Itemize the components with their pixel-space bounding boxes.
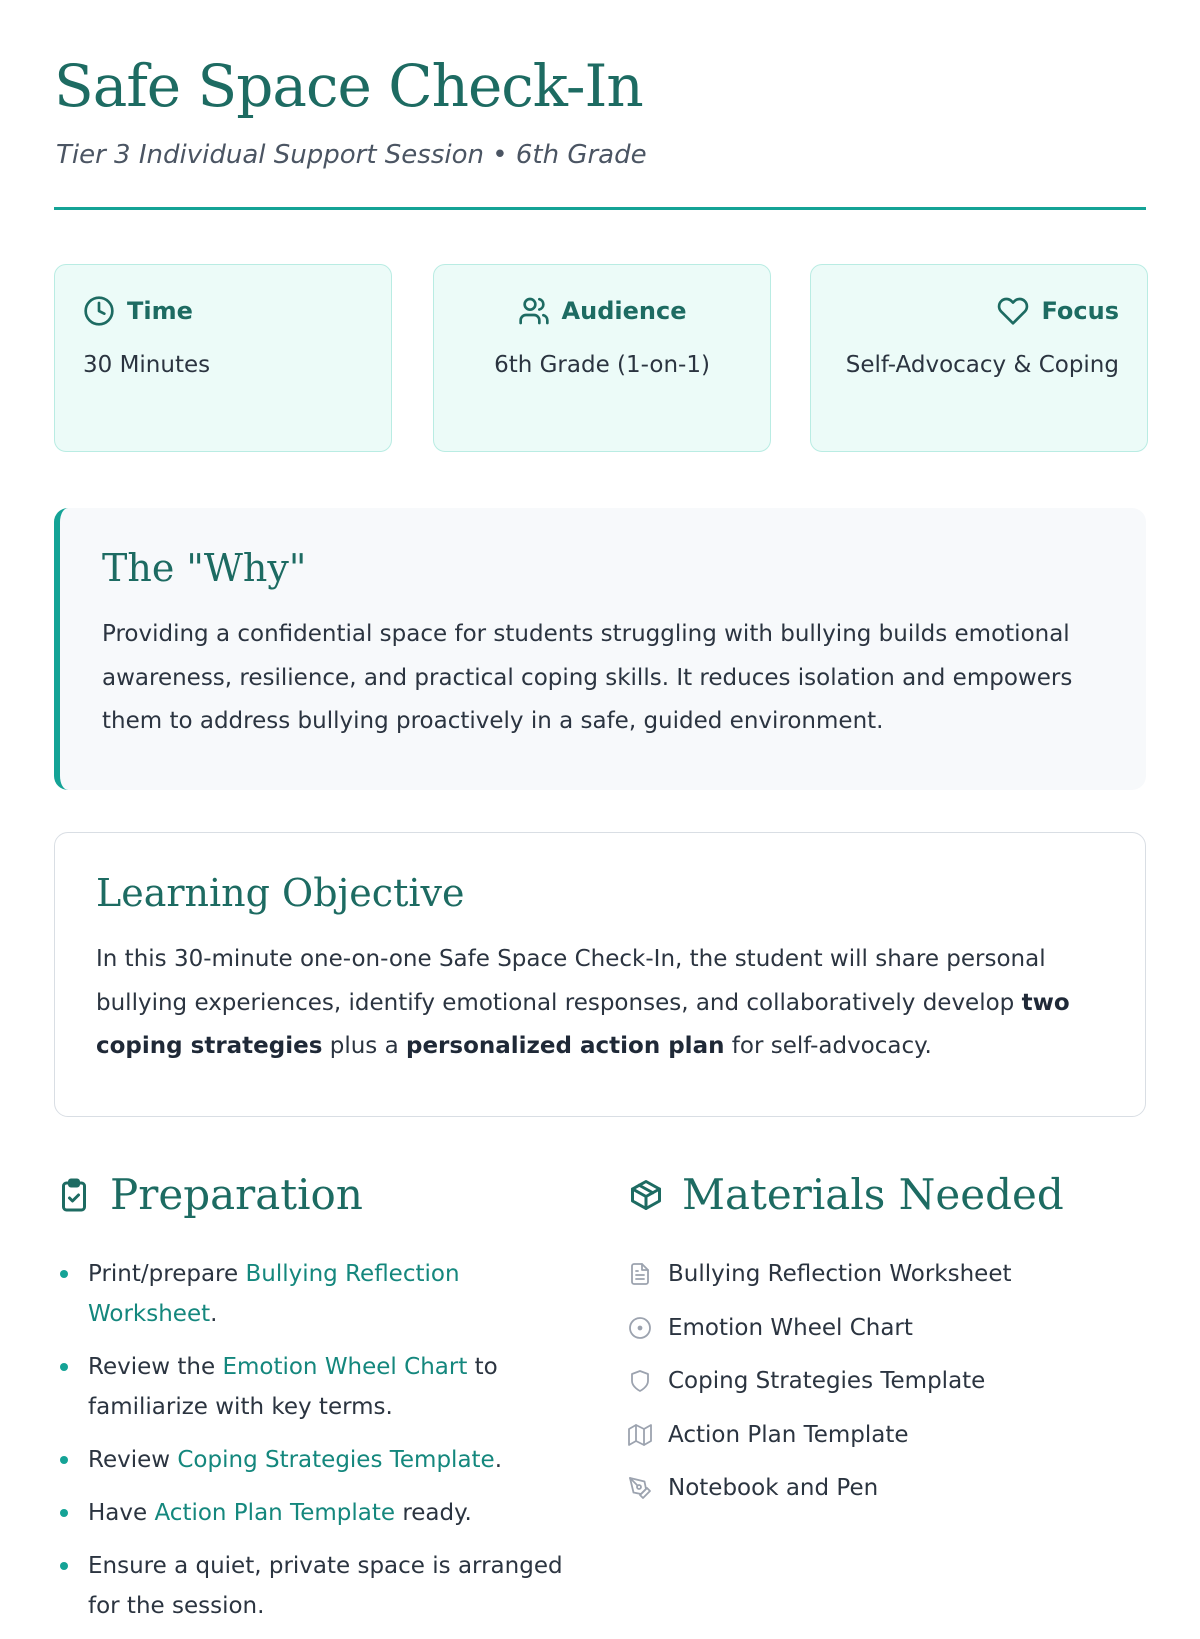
list-item-text: Have	[88, 1500, 155, 1526]
list-item	[628, 1308, 1148, 1348]
info-card-value: 6th Grade (1-on-1)	[494, 352, 710, 378]
materials-list	[628, 1254, 1148, 1522]
shield-icon	[628, 1369, 652, 1393]
materials-heading: Materials Needed	[682, 1170, 1064, 1219]
page-subtitle: Tier 3 Individual Support Session • 6th Grade	[56, 140, 647, 170]
header-divider	[54, 207, 1146, 210]
info-card-header	[839, 293, 1119, 329]
info-card-header	[83, 293, 363, 329]
list-item-text: .	[210, 1301, 218, 1327]
material-link-action-plan[interactable]: Action Plan Template	[154, 1500, 396, 1526]
info-card-time	[54, 264, 392, 452]
list-item	[628, 1254, 1148, 1294]
clock-icon	[83, 295, 115, 327]
package-icon	[628, 1177, 664, 1213]
info-card-header	[462, 293, 742, 329]
material-label: Action Plan Template	[668, 1421, 909, 1448]
objective-text-part: for self-advocacy.	[724, 1033, 932, 1060]
preparation-heading: Preparation	[110, 1170, 363, 1219]
info-card-value: 30 Minutes	[83, 352, 211, 378]
info-card-audience	[433, 264, 771, 452]
why-section	[54, 508, 1146, 790]
list-item-text: Ensure a quiet, private space is arranged for the session.	[88, 1553, 563, 1619]
list-item	[56, 1546, 596, 1626]
list-item-text: Review the	[88, 1354, 223, 1380]
list-item-text: ready.	[395, 1500, 472, 1526]
material-label: Notebook and Pen	[668, 1475, 879, 1501]
preparation-list	[56, 1254, 596, 1639]
info-card-label: Time	[127, 297, 193, 325]
list-item	[56, 1347, 596, 1427]
list-item	[628, 1468, 1148, 1508]
list-item	[628, 1415, 1148, 1455]
page-title: Safe Space Check-In	[54, 52, 643, 120]
info-card-focus	[810, 264, 1148, 452]
preparation-header	[56, 1170, 363, 1220]
document-icon	[628, 1262, 652, 1286]
target-icon	[628, 1316, 652, 1340]
materials-header	[628, 1170, 1064, 1220]
clipboard-check-icon	[56, 1177, 92, 1213]
objective-heading: Learning Objective	[96, 871, 465, 915]
material-label: Bullying Reflection Worksheet	[668, 1261, 1012, 1287]
material-link-coping-template[interactable]: Coping Strategies Template	[177, 1447, 495, 1473]
objective-text-part: In this 30-minute one-on-one Safe Space Check-In, the student will share personal bullying experiences, identify emotional responses, and collaboratively develop	[96, 946, 1046, 1016]
heart-icon	[997, 295, 1029, 327]
info-card-label: Focus	[1041, 297, 1119, 325]
why-text: Providing a confidential space for students struggling with bullying builds emotional awareness, resilience, and practical coping skills. It reduces isolation and empowers them to address bullying proactively in a safe, guided environment.	[102, 621, 1073, 735]
list-item-text: .	[494, 1447, 503, 1473]
map-icon	[628, 1423, 652, 1447]
info-card-label: Audience	[561, 297, 687, 325]
list-item	[56, 1493, 596, 1533]
list-item-text: Print/prepare	[88, 1261, 246, 1287]
objective-text-part: plus a	[322, 1033, 406, 1060]
list-item	[56, 1440, 596, 1480]
pen-tool-icon	[628, 1476, 652, 1500]
list-item-text: Review	[88, 1447, 178, 1473]
list-item	[628, 1361, 1148, 1401]
learning-objective-section	[54, 832, 1146, 1117]
objective-text	[96, 938, 1105, 1069]
users-icon	[518, 295, 550, 327]
objective-bold-action-plan: personalized action plan	[405, 1033, 725, 1060]
why-heading: The "Why"	[102, 546, 307, 590]
material-label: Coping Strategies Template	[668, 1368, 986, 1394]
material-link-worksheet[interactable]: Bullying Reflection Worksheet	[88, 1261, 460, 1327]
material-label: Emotion Wheel Chart	[668, 1314, 913, 1341]
list-item	[56, 1254, 596, 1334]
list-item-text: to familiarize with key terms.	[88, 1354, 498, 1420]
objective-bold-coping: two coping strategies	[96, 989, 1070, 1060]
info-card-value: Self-Advocacy & Coping	[845, 352, 1119, 378]
material-link-emotion-wheel[interactable]: Emotion Wheel Chart	[222, 1354, 468, 1380]
